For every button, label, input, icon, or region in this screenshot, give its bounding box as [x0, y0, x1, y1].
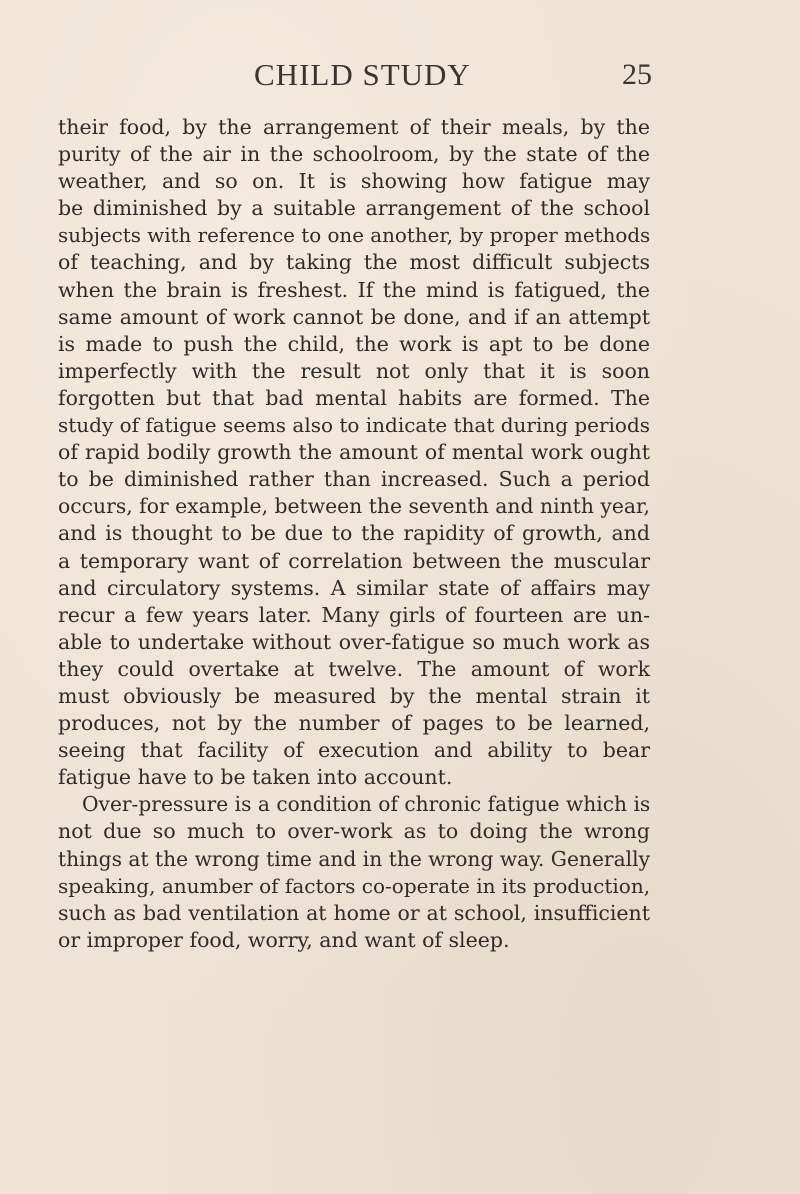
- text-line: speaking, anumber of factors co-operate in its production,: [58, 873, 651, 898]
- text-line: of rapid bodily growth the amount of mental work ought: [58, 440, 650, 465]
- text-line: to be diminished rather than increased. Such a period: [58, 467, 650, 492]
- text-line: same amount of work cannot be done, and if an attempt: [58, 304, 650, 329]
- text-line: study of fatigue seems also to indicate that during periods: [58, 413, 651, 438]
- page-number: 25: [622, 58, 652, 91]
- text-line: and circulatory systems. A similar state of affairs may: [58, 575, 650, 600]
- text-line: must obviously be measured by the mental strain it: [58, 683, 650, 708]
- text-line: when the brain is freshest. If the mind is fatigued, the: [58, 277, 650, 302]
- text-line: they could overtake at twelve. The amount of work: [58, 656, 650, 681]
- text-line: and is thought to be due to the rapidity of growth, and: [58, 521, 650, 546]
- paragraph-2: [58, 791, 650, 954]
- body-text: [58, 114, 650, 954]
- running-head: [0, 58, 800, 98]
- text-line: be diminished by a suitable arrangement of the school: [58, 196, 650, 221]
- text-line: forgotten but that bad mental habits are formed. The: [58, 385, 650, 410]
- text-line: is made to push the child, the work is apt to be done: [58, 331, 650, 356]
- text-line: such as bad ventilation at home or at school, insufficient: [58, 900, 650, 925]
- text-line: fatigue have to be taken into account.: [58, 765, 453, 790]
- running-title: CHILD STUDY: [254, 57, 471, 92]
- text-line: a temporary want of correlation between the muscular: [58, 548, 650, 573]
- text-line: of teaching, and by taking the most difficult subjects: [58, 250, 650, 275]
- text-line: or improper food, worry, and want of sleep.: [58, 927, 510, 952]
- text-line: able to undertake without over-fatigue so much work as: [58, 629, 650, 654]
- text-line: Over-pressure is a condition of chronic fatigue which is: [82, 792, 651, 817]
- paragraph-1: [58, 114, 650, 791]
- text-line: produces, not by the number of pages to be learned,: [58, 711, 650, 736]
- text-line: purity of the air in the schoolroom, by the state of the: [58, 142, 650, 167]
- text-line: subjects with reference to one another, by proper methods: [58, 224, 651, 248]
- text-line: weather, and so on. It is showing how fatigue may: [58, 169, 650, 194]
- text-line: things at the wrong time and in the wrong way. Generally: [58, 846, 650, 871]
- text-line: occurs, for example, between the seventh and ninth year,: [58, 494, 650, 519]
- text-line: imperfectly with the result not only that it is soon: [58, 358, 650, 383]
- text-line: recur a few years later. Many girls of fourteen are un-: [58, 602, 650, 627]
- text-line: their food, by the arrangement of their meals, by the: [58, 115, 650, 139]
- text-line: not due so much to over-work as to doing the wrong: [58, 819, 650, 844]
- text-line: seeing that facility of execution and ability to bear: [58, 738, 650, 763]
